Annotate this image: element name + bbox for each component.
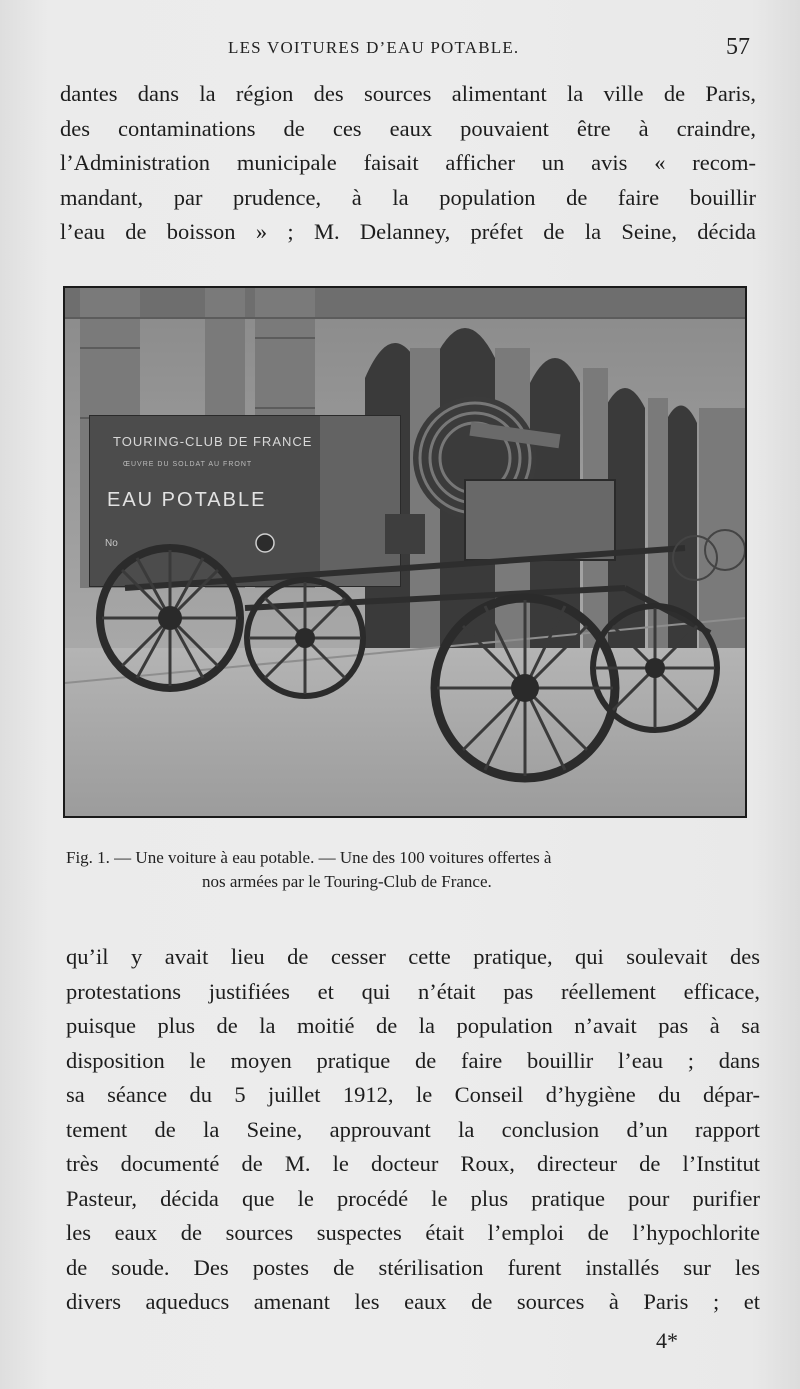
figure-photograph [63, 286, 747, 818]
text-line: sa séance du 5 juillet 1912, le Conseil d’hygiène du dépar- [66, 1082, 760, 1107]
text-line: l’eau de boisson » ; M. Delanney, préfet de la Seine, décida [60, 219, 756, 244]
running-title: LES VOITURES D’EAU POTABLE. [228, 38, 520, 57]
text-line: puisque plus de la moitié de la population n’avait pas à sa [66, 1013, 760, 1038]
text-line: Pasteur, décida que le procédé le plus pratique pour purifier [66, 1185, 760, 1211]
text-line: très documenté de M. le docteur Roux, directeur de l’Institut [66, 1151, 760, 1176]
text-line: les eaux de sources suspectes était l’emploi de l’hypochlorite [66, 1220, 760, 1245]
running-head [0, 34, 800, 64]
text-line: dantes dans la région des sources alimentant la ville de Paris, [60, 81, 756, 106]
tank-sign-number: No [105, 538, 118, 549]
top-paragraph [60, 77, 756, 250]
tank-sign-club: TOURING-CLUB DE FRANCE [113, 434, 313, 449]
text-line: des contaminations de ces eaux pouvaient être à craindre, [60, 115, 756, 141]
text-line: disposition le moyen pratique de faire bouillir l’eau ; dans [66, 1047, 760, 1073]
text-line: mandant, par prudence, à la population de faire bouillir [60, 184, 756, 210]
bottom-paragraph [66, 940, 760, 1320]
page-number: 57 [726, 34, 750, 60]
tank-sign-oeuvre: ŒUVRE DU SOLDAT AU FRONT [123, 461, 253, 468]
caption-line: Fig. 1. — Une voiture à eau potable. — Une des 100 voitures offertes à [66, 848, 552, 867]
text-line: tement de la Seine, approuvant la conclusion d’un rapport [66, 1116, 760, 1142]
water-cart-photo [65, 288, 745, 816]
text-line: qu’il y avait lieu de cesser cette pratique, qui soulevait des [66, 944, 760, 969]
caption-line: nos armées par le Touring-Club de France. [202, 872, 492, 891]
text-line: protestations justifiées et qui n’était pas réellement efficace, [66, 978, 760, 1004]
tank-sign-eau-potable: EAU POTABLE [107, 489, 267, 511]
figure-caption [66, 846, 766, 894]
text-line: divers aqueducs amenant les eaux de sources à Paris ; et [66, 1289, 760, 1314]
text-line: l’Administration municipale faisait afficher un avis « recom- [60, 150, 756, 175]
text-line: de soude. Des postes de stérilisation furent installés sur les [66, 1254, 760, 1280]
signature-mark: 4* [656, 1328, 678, 1353]
